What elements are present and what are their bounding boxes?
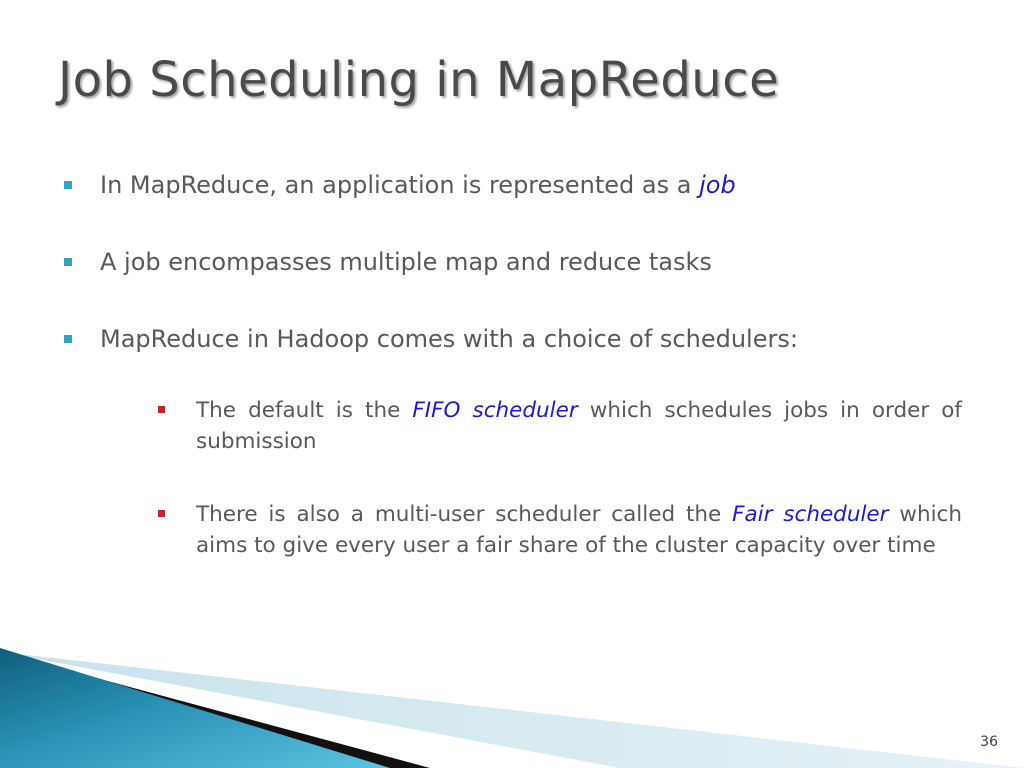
sub-bullet-emphasis: FIFO scheduler <box>412 398 578 423</box>
sub-bullet-text: The default is the <box>196 398 413 423</box>
bullet-text: MapReduce in Hadoop comes with a choice of schedulers: <box>100 325 798 353</box>
bullet-emphasis: job <box>699 171 736 199</box>
sub-bullet-text: There is also a multi-user scheduler called the <box>196 502 733 527</box>
bullet-text: In MapReduce, an application is represented as a <box>100 171 700 199</box>
page-number: 36 <box>980 734 998 750</box>
slide-title: Job Scheduling in MapReduce <box>58 52 780 108</box>
sub-bullet-emphasis: Fair scheduler <box>732 502 889 527</box>
sub-bullet-text: which aims to give every user a fair share of the cluster capacity over time <box>196 502 962 558</box>
bullet-text: A job encompasses multiple map and reduce tasks <box>100 248 712 276</box>
sub-bullet-text: which schedules jobs in order of submission <box>196 398 962 454</box>
